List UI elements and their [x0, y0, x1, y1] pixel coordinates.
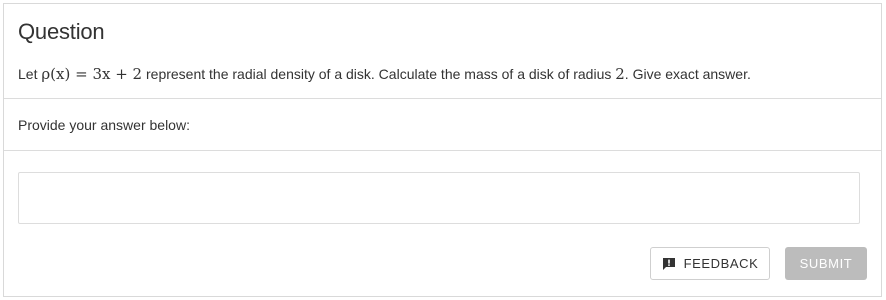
submit-button[interactable] — [785, 247, 867, 280]
question-text-before: Let — [18, 66, 42, 82]
answer-prompt-row — [4, 99, 881, 151]
feedback-label: FEEDBACK — [683, 256, 759, 271]
density-expression: ρ(x) = 3x + 2 — [41, 65, 143, 83]
question-text — [18, 65, 751, 83]
submit-label: SUBMIT — [799, 256, 853, 271]
question-text-after: . Give exact answer. — [624, 66, 751, 82]
answer-input[interactable] — [18, 172, 860, 224]
radius-value: 2 — [615, 65, 625, 83]
feedback-button[interactable] — [650, 247, 770, 280]
question-title: Question — [18, 19, 105, 44]
question-header — [4, 4, 881, 99]
answer-prompt: Provide your answer below: — [18, 117, 190, 133]
question-text-middle: represent the radial density of a disk. Calculate the mass of a disk of radius — [142, 66, 616, 82]
feedback-icon — [662, 257, 676, 271]
